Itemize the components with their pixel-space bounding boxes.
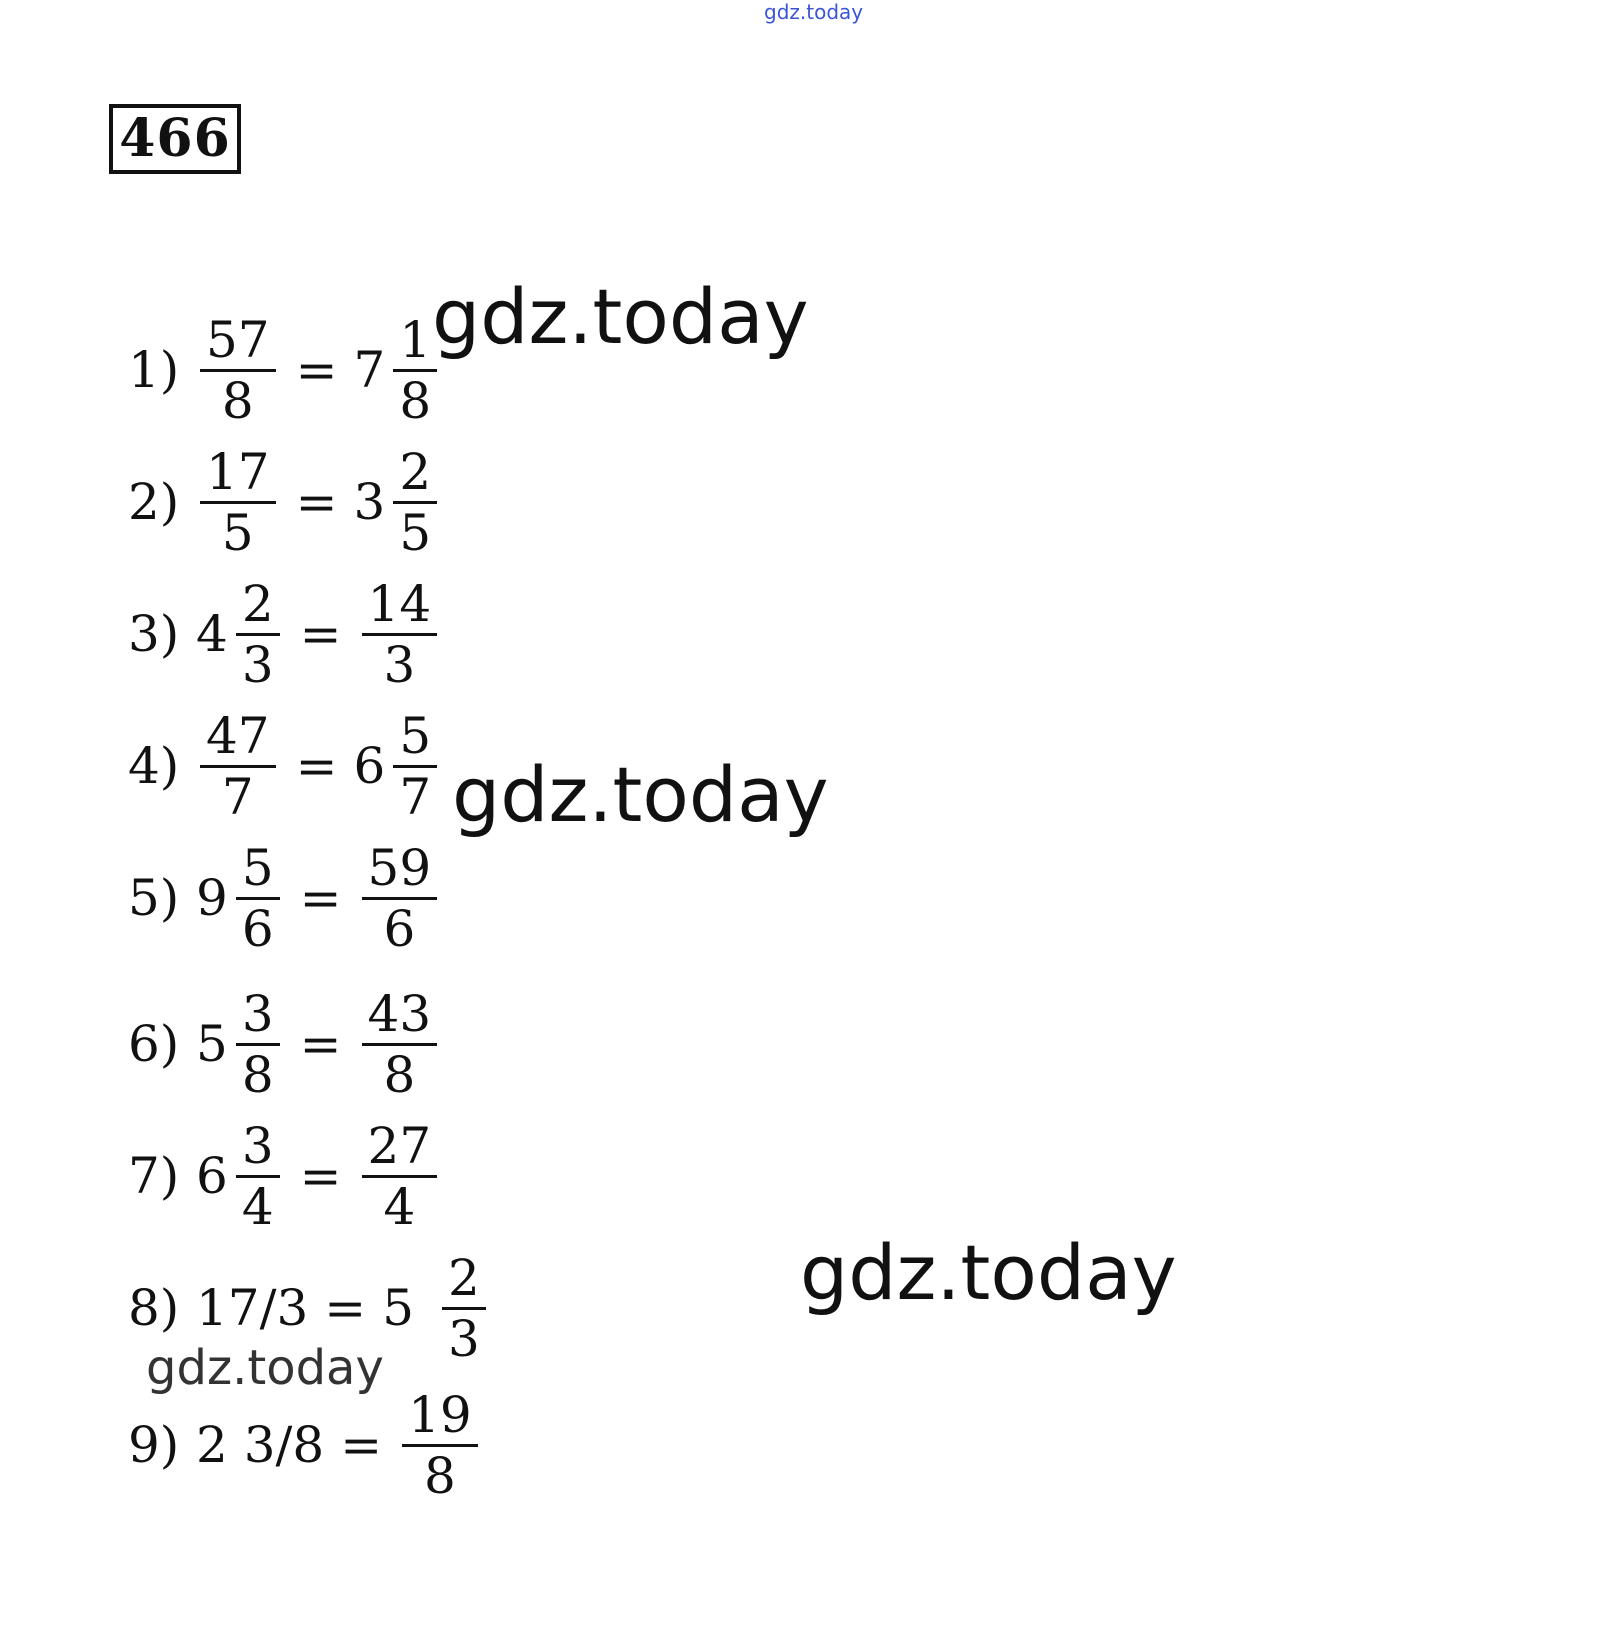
denominator: 8 [221, 371, 254, 430]
lhs-fraction [200, 707, 276, 826]
item-label: 1) [128, 341, 180, 399]
numerator: 3 [241, 984, 274, 1043]
numerator: 47 [206, 706, 270, 765]
equation-line-2 [128, 437, 441, 567]
equals-sign: = [299, 1015, 342, 1073]
denominator: 3 [383, 635, 416, 694]
numerator: 2 [448, 1248, 480, 1307]
denominator: 3 [241, 635, 274, 694]
numerator: 17 [206, 442, 270, 501]
whole-part: 3 [353, 473, 386, 531]
item-label: 6) [128, 1015, 180, 1073]
numerator: 59 [367, 838, 432, 897]
numerator: 57 [206, 310, 270, 369]
denominator: 4 [383, 1177, 416, 1236]
denominator: 4 [241, 1177, 274, 1236]
numerator: 43 [367, 984, 432, 1043]
equals-sign: = [340, 1416, 383, 1474]
lhs-fraction [236, 985, 280, 1104]
numerator: 19 [408, 1385, 472, 1444]
item-label: 9) [128, 1416, 180, 1474]
item-label: 5) [128, 869, 180, 927]
item-label: 2) [128, 473, 180, 531]
item-label: 4) [128, 737, 180, 795]
equals-sign: = [299, 605, 342, 663]
lhs-inline-fraction: 2 3/8 [196, 1416, 325, 1474]
numerator: 14 [367, 574, 432, 633]
rhs-fraction [362, 839, 438, 958]
lhs-fraction [200, 443, 276, 562]
equation-line-4 [128, 701, 441, 831]
denominator: 8 [383, 1045, 416, 1104]
denominator: 6 [241, 899, 274, 958]
denominator: 5 [399, 503, 432, 562]
equation-line-1 [128, 305, 441, 435]
lhs-inline-fraction: 17/3 [196, 1279, 309, 1337]
item-label: 8) [128, 1279, 180, 1337]
numerator: 27 [367, 1116, 432, 1175]
denominator: 5 [221, 503, 254, 562]
whole-part: 7 [353, 341, 386, 399]
equals-sign: = [324, 1279, 367, 1337]
whole-part: 5 [382, 1279, 414, 1337]
rhs-fraction [362, 575, 438, 694]
equals-sign: = [299, 1147, 342, 1205]
item-label: 3) [128, 605, 180, 663]
lhs-fraction [236, 1117, 280, 1236]
whole-part: 4 [196, 605, 228, 663]
site-mark: gdz.today [764, 0, 864, 24]
watermark: gdz.today [432, 272, 809, 361]
lhs-fraction [200, 311, 276, 430]
whole-part: 9 [196, 869, 228, 927]
equation-line-3 [128, 569, 441, 699]
rhs-fraction [393, 443, 437, 562]
numerator: 2 [399, 442, 432, 501]
rhs-fraction [393, 707, 437, 826]
equation-line-7 [128, 1111, 441, 1241]
rhs-fraction [402, 1386, 478, 1505]
equation-line-6 [128, 979, 441, 1109]
whole-part: 5 [196, 1015, 228, 1073]
watermark: gdz.today [452, 750, 829, 839]
numerator: 5 [241, 838, 274, 897]
equation-line-5 [128, 833, 441, 963]
rhs-fraction [393, 311, 437, 430]
equals-sign: = [295, 737, 338, 795]
watermark: gdz.today [800, 1228, 1177, 1317]
numerator: 5 [399, 706, 432, 765]
equals-sign: = [295, 473, 338, 531]
lhs-fraction [236, 839, 280, 958]
rhs-fraction [362, 985, 438, 1104]
lhs-fraction [236, 575, 280, 694]
denominator: 3 [448, 1309, 480, 1368]
numerator: 1 [399, 310, 432, 369]
rhs-fraction [442, 1249, 486, 1368]
denominator: 8 [424, 1446, 456, 1505]
equation-line-9 [128, 1380, 482, 1510]
watermark: gdz.today [146, 1340, 384, 1396]
task-number: 466 [109, 104, 241, 174]
whole-part: 6 [196, 1147, 228, 1205]
numerator: 3 [241, 1116, 274, 1175]
denominator: 7 [221, 767, 254, 826]
equals-sign: = [295, 341, 338, 399]
whole-part: 6 [353, 737, 386, 795]
numerator: 2 [241, 574, 274, 633]
item-label: 7) [128, 1147, 180, 1205]
rhs-fraction [362, 1117, 438, 1236]
denominator: 6 [383, 899, 416, 958]
denominator: 8 [241, 1045, 274, 1104]
denominator: 8 [399, 371, 432, 430]
equals-sign: = [299, 869, 342, 927]
denominator: 7 [399, 767, 432, 826]
